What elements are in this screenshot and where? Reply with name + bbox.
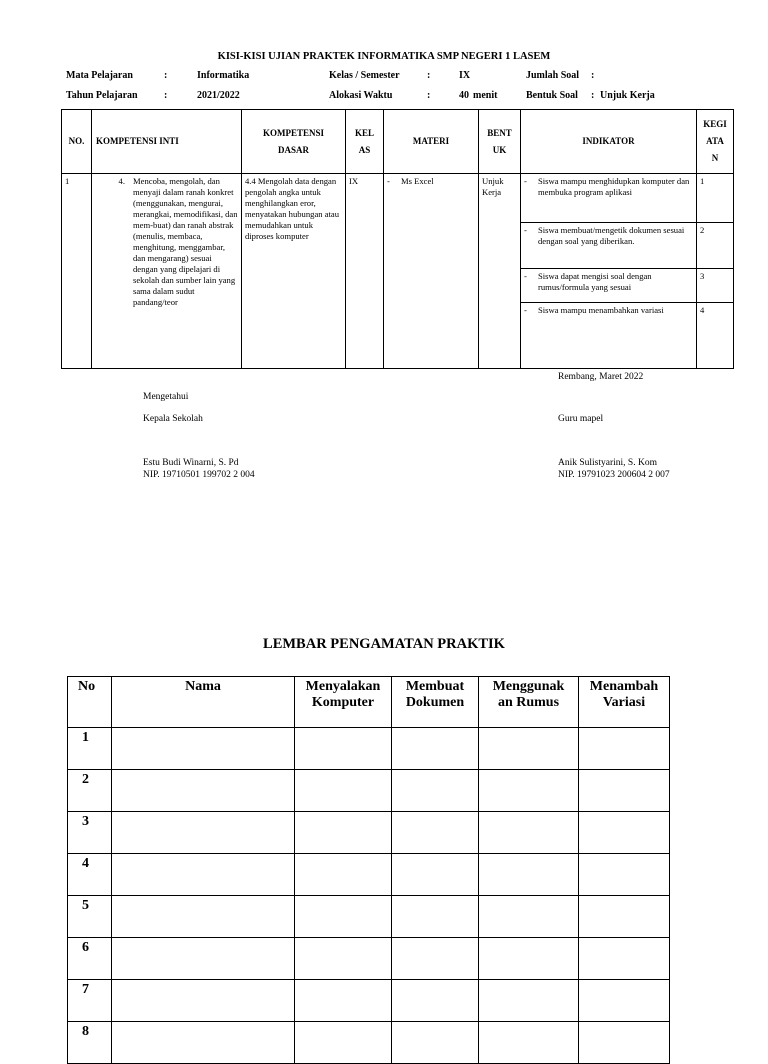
- indikator-4: - Siswa mampu menambahkan variasi: [521, 303, 697, 369]
- observation-cell-menambah-variasi: [579, 896, 670, 938]
- left-signer-name: Estu Budi Winarni, S. Pd: [143, 458, 239, 468]
- kisi-header-row: [62, 110, 734, 174]
- kompetensi-inti-cell: 4. Mencoba, mengolah, dan menyaji dalam ranah konkret (menggunakan, mengurai, merangkai, memodifikasi, dan mem-buat) dan ranah abstrak (menulis, membaca, menghitung, menggambar, dan mengarang) sesuai dengan yang dipelajari di sekolah dan sumber lain yang sama dalam sudut pandang/teor: [92, 174, 242, 369]
- observation-title: LEMBAR PENGAMATAN PRAKTIK: [263, 636, 505, 652]
- bentuk-cell: Unjuk Kerja: [479, 174, 521, 369]
- observation-row: [68, 1022, 670, 1064]
- observation-cell-menggunakan-rumus: [479, 1022, 579, 1064]
- observation-cell-nama: [112, 728, 295, 770]
- observation-cell-menggunakan-rumus: [479, 812, 579, 854]
- observation-row-number: 6: [68, 938, 112, 980]
- header-no: No: [68, 677, 112, 728]
- header-menyalakan-komputer: Menyalakan Komputer: [295, 677, 392, 728]
- observation-cell-menggunakan-rumus: [479, 728, 579, 770]
- bentuk-value: Unjuk Kerja: [600, 90, 655, 101]
- observation-cell-menyalakan-komputer: [295, 938, 392, 980]
- header-kompetensi-inti: KOMPETENSI INTI: [92, 110, 242, 174]
- kompetensi-inti-text: Mencoba, mengolah, dan menyaji dalam ranah konkret (menggunakan, mengurai, merangkai, memodifikasi, dan mem-buat) dan ranah abstrak (menulis, membaca, menghitung, menggambar, dan mengarang) sesuai dengan yang dipelajari di sekolah dan sumber lain yang sama dalam sudut pandang/teor: [133, 176, 238, 307]
- observation-cell-membuat-dokumen: [392, 812, 479, 854]
- kegiatan-1: 1: [697, 174, 734, 223]
- header-kelas: KEL AS: [346, 110, 384, 174]
- mengetahui-label: Mengetahui: [143, 392, 189, 402]
- kegiatan-2: 2: [697, 223, 734, 269]
- observation-cell-membuat-dokumen: [392, 1022, 479, 1064]
- alokasi-value: 40: [459, 90, 469, 101]
- colon: :: [164, 70, 168, 81]
- jumlah-label: Jumlah Soal: [526, 70, 580, 81]
- observation-cell-menambah-variasi: [579, 854, 670, 896]
- observation-cell-menggunakan-rumus: [479, 980, 579, 1022]
- observation-cell-menggunakan-rumus: [479, 938, 579, 980]
- right-signer-name: Anik Sulistyarini, S. Kom: [558, 458, 657, 468]
- observation-row: [68, 812, 670, 854]
- header-kegiatan: KEGI ATA N: [697, 110, 734, 174]
- header-bentuk: BENT UK: [479, 110, 521, 174]
- observation-row: [68, 896, 670, 938]
- observation-row-number: 3: [68, 812, 112, 854]
- left-signer-nip: NIP. 19710501 199702 2 004: [143, 470, 255, 480]
- colon: :: [591, 90, 595, 101]
- colon: :: [164, 90, 168, 101]
- indikator-1: - Siswa mampu menghidupkan komputer dan membuka program aplikasi: [521, 174, 697, 223]
- observation-cell-nama: [112, 938, 295, 980]
- observation-cell-menyalakan-komputer: [295, 728, 392, 770]
- observation-cell-menggunakan-rumus: [479, 896, 579, 938]
- colon: :: [427, 90, 431, 101]
- observation-row: [68, 980, 670, 1022]
- observation-cell-nama: [112, 854, 295, 896]
- kisi-row: [62, 174, 734, 223]
- colon: :: [591, 70, 595, 81]
- observation-cell-nama: [112, 980, 295, 1022]
- colon: :: [427, 70, 431, 81]
- header-indikator: INDIKATOR: [521, 110, 697, 174]
- header-kompetensi-dasar: KOMPETENSI DASAR: [242, 110, 346, 174]
- header-menggunakan-rumus: Menggunak an Rumus: [479, 677, 579, 728]
- observation-row-number: 2: [68, 770, 112, 812]
- observation-cell-menambah-variasi: [579, 770, 670, 812]
- observation-row-number: 1: [68, 728, 112, 770]
- observation-cell-membuat-dokumen: [392, 980, 479, 1022]
- observation-row: [68, 854, 670, 896]
- place-date: Rembang, Maret 2022: [558, 372, 644, 382]
- left-signer-role: Kepala Sekolah: [143, 414, 203, 424]
- mapel-value: Informatika: [197, 70, 250, 81]
- header-no: NO.: [62, 110, 92, 174]
- observation-cell-membuat-dokumen: [392, 854, 479, 896]
- materi-cell: - Ms Excel: [384, 174, 479, 369]
- kompetensi-dasar-cell: 4.4 Mengolah data dengan pengolah angka untuk menghilangkan eror, menyatakan hubungan atau memudahkan untuk diproses komputer: [242, 174, 346, 369]
- observation-cell-menambah-variasi: [579, 728, 670, 770]
- observation-cell-menyalakan-komputer: [295, 770, 392, 812]
- document-title: KISI-KISI UJIAN PRAKTEK INFORMATIKA SMP NEGERI 1 LASEM: [217, 51, 551, 62]
- tahun-value: 2021/2022: [197, 90, 240, 101]
- kegiatan-3: 3: [697, 269, 734, 303]
- observation-cell-menambah-variasi: [579, 980, 670, 1022]
- kisi-kisi-table: [61, 109, 734, 369]
- observation-cell-menambah-variasi: [579, 1022, 670, 1064]
- observation-cell-menyalakan-komputer: [295, 1022, 392, 1064]
- observation-cell-menyalakan-komputer: [295, 854, 392, 896]
- observation-row-number: 5: [68, 896, 112, 938]
- observation-cell-menambah-variasi: [579, 812, 670, 854]
- observation-cell-membuat-dokumen: [392, 896, 479, 938]
- row-number: 1: [62, 174, 92, 369]
- observation-row: [68, 770, 670, 812]
- observation-cell-menggunakan-rumus: [479, 770, 579, 812]
- indikator-2: - Siswa membuat/mengetik dokumen sesuai dengan soal yang diberikan.: [521, 223, 697, 269]
- observation-header-row: [68, 677, 670, 728]
- header-membuat-dokumen: Membuat Dokumen: [392, 677, 479, 728]
- observation-row: [68, 728, 670, 770]
- header-materi: MATERI: [384, 110, 479, 174]
- kelas-cell: IX: [346, 174, 384, 369]
- kelas-value: IX: [459, 70, 471, 81]
- observation-cell-nama: [112, 770, 295, 812]
- alokasi-label: Alokasi Waktu: [329, 90, 393, 101]
- observation-cell-menyalakan-komputer: [295, 896, 392, 938]
- tahun-label: Tahun Pelajaran: [66, 90, 138, 101]
- observation-row: [68, 938, 670, 980]
- kelas-label: Kelas / Semester: [329, 70, 400, 81]
- observation-cell-nama: [112, 812, 295, 854]
- header-menambah-variasi: Menambah Variasi: [579, 677, 670, 728]
- observation-cell-menyalakan-komputer: [295, 812, 392, 854]
- observation-cell-membuat-dokumen: [392, 728, 479, 770]
- observation-cell-nama: [112, 1022, 295, 1064]
- observation-cell-menggunakan-rumus: [479, 854, 579, 896]
- alokasi-unit: menit: [473, 90, 498, 101]
- bentuk-label: Bentuk Soal: [526, 90, 578, 101]
- observation-row-number: 8: [68, 1022, 112, 1064]
- mapel-label: Mata Pelajaran: [66, 70, 133, 81]
- indikator-3: - Siswa dapat mengisi soal dengan rumus/formula yang sesuai: [521, 269, 697, 303]
- observation-cell-menambah-variasi: [579, 938, 670, 980]
- observation-cell-nama: [112, 896, 295, 938]
- observation-table: [67, 676, 670, 1064]
- right-signer-role: Guru mapel: [558, 414, 604, 424]
- right-signer-nip: NIP. 19791023 200604 2 007: [558, 470, 670, 480]
- observation-cell-membuat-dokumen: [392, 938, 479, 980]
- observation-row-number: 7: [68, 980, 112, 1022]
- header-nama: Nama: [112, 677, 295, 728]
- kegiatan-4: 4: [697, 303, 734, 369]
- observation-cell-membuat-dokumen: [392, 770, 479, 812]
- observation-row-number: 4: [68, 854, 112, 896]
- observation-cell-menyalakan-komputer: [295, 980, 392, 1022]
